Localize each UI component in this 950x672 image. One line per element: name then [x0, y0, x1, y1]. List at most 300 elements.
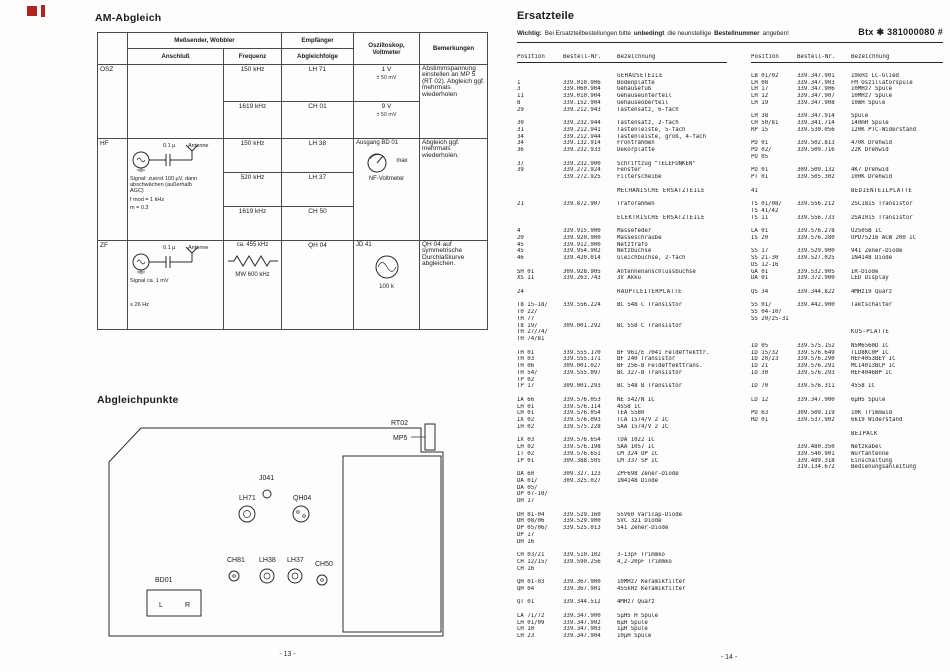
part-description: 455kHz Keramikfilter	[617, 585, 686, 592]
part-description	[851, 154, 943, 161]
parts-section-header	[517, 215, 727, 222]
part-description: BC 548 B Transistor	[617, 383, 683, 390]
parts-row	[517, 437, 727, 444]
hf-frequency-2: 520 kHz	[224, 173, 282, 207]
parts-row	[751, 410, 943, 417]
part-position: TP 02	[517, 376, 535, 383]
part-position: 24	[517, 288, 524, 295]
part-description: BF 240 Transistor	[617, 356, 676, 363]
part-order-number	[563, 215, 617, 222]
part-order-number: 339.575.228	[563, 423, 601, 430]
part-position: ID 30	[751, 369, 769, 376]
part-order-number: 339.576.114	[563, 403, 601, 410]
parts-gap	[751, 221, 943, 228]
part-order-number: 339.442.900	[797, 302, 835, 309]
horizontal-rule	[517, 42, 943, 43]
page-title-ersatzteile: Ersatzteile	[517, 10, 575, 22]
part-description: Frontrahmen	[617, 140, 655, 147]
part-order-number: 339.010.906	[563, 79, 601, 86]
part-position: LH 01/09	[517, 619, 545, 626]
parts-row	[751, 458, 943, 465]
part-position: DH 17	[517, 498, 535, 504]
row-label-osz: OSZ	[98, 65, 128, 139]
part-order-number: 339.576.198	[563, 444, 601, 450]
parts-row	[517, 363, 727, 370]
parts-row	[517, 201, 727, 208]
parts-row	[751, 208, 943, 215]
part-description: BC 558 C Transistor	[617, 322, 683, 329]
part-position: 11	[517, 93, 524, 99]
part-description: S41 Zener-Diode	[617, 525, 669, 531]
part-description: Tastenleiste, 5-fach	[617, 126, 686, 133]
part-position: IT 02	[517, 450, 535, 457]
part-order-number: 339.576.280	[797, 234, 835, 241]
part-position: LH 02	[517, 444, 535, 450]
part-description	[617, 566, 727, 573]
parts-row	[517, 458, 727, 465]
voltage-tolerance: ± 50 mV	[376, 75, 397, 81]
part-description: 120K PTC-Widerstand	[851, 126, 917, 133]
parts-gap	[517, 194, 727, 201]
part-order-number: 339.576.093	[563, 417, 601, 423]
parts-row	[517, 518, 727, 525]
manual-page-13	[85, 6, 490, 666]
part-description: IR-Diode	[851, 268, 879, 275]
parts-row	[517, 127, 727, 134]
part-description: Netzkabel	[851, 444, 882, 450]
part-description: SAA 1574/V 2 IC	[617, 423, 669, 430]
part-description: Tastensatz, 6-fach	[617, 106, 679, 113]
part-order-number	[797, 188, 851, 195]
part-position: 37	[517, 160, 524, 167]
parts-gap	[751, 161, 943, 168]
oscilloscope-icon	[372, 253, 402, 281]
part-position: 39	[517, 167, 524, 174]
part-position: T8 15-18/	[517, 302, 548, 309]
parts-row	[751, 383, 943, 390]
header-order-number: Bestell-Nr.	[797, 54, 836, 60]
part-order-number: 339.367.901	[563, 585, 601, 592]
parts-gap	[517, 464, 727, 471]
table-corner-cell	[98, 33, 128, 65]
parts-gap	[517, 606, 727, 613]
parts-row	[751, 269, 943, 276]
parts-gap	[517, 572, 727, 579]
zf-connection-cell	[128, 241, 224, 330]
manual-page-14	[512, 6, 946, 666]
part-description: 2SA1015 Transistor	[851, 214, 913, 221]
hf-frequency-1: 150 kHz	[224, 139, 282, 173]
part-description	[617, 377, 727, 384]
part-position: DA 60	[517, 471, 535, 477]
part-position: IX 02	[517, 417, 535, 423]
part-order-number: 339.510.102	[563, 552, 601, 558]
part-position	[751, 451, 797, 458]
part-order-number: 339.212.944	[563, 133, 601, 140]
part-order-number: 339.232.933	[563, 147, 601, 153]
hf-target-2: LH 37	[282, 173, 354, 207]
part-position: 31	[517, 126, 524, 133]
part-order-number: 339.212.941	[563, 126, 601, 133]
part-position	[751, 431, 797, 438]
row-label-zf: ZF	[98, 241, 128, 330]
part-position: DH 16	[517, 538, 535, 545]
part-position: LH 08	[751, 79, 769, 86]
part-description: MC14013BCP IC	[851, 363, 896, 369]
part-position: LH 19	[751, 99, 769, 106]
part-description: TCA 1574/V 2 IC	[617, 417, 669, 423]
part-description: 941 Zener-Diode	[851, 248, 903, 255]
parts-gap	[751, 194, 943, 201]
part-order-number: 339.576.311	[797, 383, 835, 390]
part-position: 46	[517, 255, 524, 261]
parts-row	[517, 120, 727, 127]
part-position	[517, 73, 563, 80]
part-order-number: 339.529.900	[797, 248, 835, 255]
part-order-number: 339.576.290	[797, 356, 835, 363]
parts-row	[751, 235, 943, 242]
part-description: Schriftzug "TELEFUNKEN"	[617, 160, 696, 167]
lh71-coil	[239, 506, 255, 522]
parts-gap	[517, 593, 727, 600]
parts-header	[517, 54, 727, 63]
parts-row	[751, 228, 943, 235]
part-order-number	[563, 316, 617, 323]
part-description: 4K7 Drehwid	[851, 167, 889, 174]
part-position: TS 41/42	[751, 207, 779, 214]
column-header-remarks: Bemerkungen	[420, 33, 488, 65]
part-position: LH 10	[517, 626, 535, 633]
part-order-number	[797, 329, 851, 336]
parts-row	[751, 350, 943, 357]
parts-row	[517, 242, 727, 249]
part-order-number: 339.367.900	[563, 579, 601, 585]
part-position: DS 12-16	[751, 261, 779, 268]
parts-row	[517, 228, 727, 235]
part-position: CH 50/81	[751, 120, 779, 126]
voltmeter-icon	[365, 150, 393, 174]
part-position: 29	[517, 106, 524, 113]
parts-row	[517, 532, 727, 539]
part-position: ID 05	[751, 342, 769, 349]
part-position	[517, 188, 563, 195]
part-order-number: 339.272.924	[563, 167, 601, 174]
ch50-label: CH50	[315, 561, 333, 568]
part-position: 21	[517, 201, 524, 207]
part-description: Fenster	[617, 167, 641, 174]
part-description: 4MHz19 Quarz	[851, 288, 893, 295]
part-order-number: 339.272.925	[563, 174, 601, 180]
part-order-number	[563, 309, 617, 316]
part-order-number: 339.420.014	[563, 255, 601, 261]
parts-row	[517, 140, 727, 147]
part-description: BEIPACK	[851, 430, 878, 437]
parts-row	[517, 356, 727, 363]
part-position: LH 38	[751, 113, 769, 120]
part-position	[751, 329, 797, 336]
part-position: TH 01	[517, 349, 535, 356]
part-order-number	[563, 539, 617, 546]
part-description: Gehäusefuß	[617, 86, 652, 93]
parts-row	[751, 147, 943, 154]
zf-frequency-2: MW 600 kHz	[235, 271, 270, 278]
bd01-l-label: L	[159, 602, 163, 609]
load-label: 100 k	[379, 283, 394, 290]
parts-row	[517, 100, 727, 107]
part-description: 3V Akku	[617, 275, 641, 282]
part-order-number: 339.060.904	[563, 86, 601, 93]
parts-row	[517, 451, 727, 458]
parts-gap	[751, 134, 943, 141]
part-position: T0 22/	[517, 309, 538, 315]
part-description: KOS-PLATTE	[851, 329, 890, 336]
nf-voltmeter-label: NF-Voltmeter	[368, 175, 405, 182]
hf-frequency-3: 1619 kHz	[224, 207, 282, 241]
part-order-number: 339.555.170	[563, 349, 601, 356]
part-description: 4558 IC	[617, 403, 641, 410]
part-description: 10MHz7 Keramikfilter	[617, 579, 686, 585]
part-position: PT 01	[751, 174, 769, 180]
parts-row	[517, 471, 727, 478]
rt02-trimmer	[425, 424, 435, 450]
part-order-number: 309.388.505	[563, 457, 601, 464]
part-position: DA 01/	[517, 477, 538, 484]
parts-gap	[517, 390, 727, 397]
part-description: Spule	[851, 113, 869, 120]
part-position: 34	[517, 133, 524, 140]
ch81-trimmer	[229, 571, 239, 581]
parts-row	[751, 464, 943, 471]
part-position: DP 05/06/	[517, 525, 548, 531]
parts-gap	[751, 424, 943, 431]
voltage-value: 9 V	[381, 103, 392, 110]
part-description: LM 337 SP IC	[617, 457, 659, 464]
part-position: CH 12/15/	[517, 558, 548, 565]
part-position: IA 66	[517, 396, 535, 403]
osz-voltage-1	[354, 65, 420, 102]
part-description: Netzbuchse	[617, 248, 652, 255]
qh04-label: QH04	[293, 495, 312, 502]
part-order-number: 339.347.907	[797, 93, 835, 99]
zf-target: QH 04	[282, 241, 354, 330]
parts-gap	[517, 113, 727, 120]
part-order-number	[563, 188, 617, 195]
part-position: PD 01	[751, 140, 769, 147]
zf-scope-cell	[354, 241, 420, 330]
page-number-13: - 13 -	[279, 651, 296, 658]
qh04-filter	[293, 506, 309, 522]
part-order-number: 339.555.171	[563, 356, 601, 363]
part-order-number: 339.212.943	[563, 106, 601, 113]
part-description: 10MHz7 Spule	[851, 86, 893, 93]
parts-row	[751, 113, 943, 120]
part-description: 5µH5 H Spule	[617, 612, 659, 619]
part-order-number: 339.575.152	[797, 342, 835, 349]
part-position: SS 21-30	[751, 255, 779, 261]
parts-gap	[517, 431, 727, 438]
part-position: LA 71/72	[517, 612, 545, 619]
part-description: HEF4046BP IC	[851, 369, 893, 376]
part-description: Gehäuseoberteil	[617, 99, 669, 106]
part-order-number: 339.540.901	[797, 450, 835, 457]
part-order-number	[563, 289, 617, 296]
part-position: SS 20/25-31	[751, 315, 789, 322]
voltage-value: 1 V	[381, 66, 392, 73]
parts-row	[751, 370, 943, 377]
part-description: 4MHz7 Quarz	[617, 599, 655, 606]
parts-row	[517, 107, 727, 114]
column-header-receiver: Empfänger	[282, 33, 354, 49]
part-description: FM Oszillatorspule	[851, 79, 913, 86]
part-position: 45	[517, 248, 524, 255]
part-position: LH 23	[517, 633, 535, 639]
svg-text:0.1 µ: 0.1 µ	[163, 245, 176, 251]
part-description: TEA 5580	[617, 410, 645, 417]
parts-row	[517, 316, 727, 323]
parts-row	[751, 397, 943, 404]
part-description: N5M6560D IC	[851, 342, 889, 349]
part-order-number: 339.912.900	[563, 241, 601, 248]
part-description: TDA 1022 IC	[617, 437, 655, 444]
parts-row	[517, 424, 727, 431]
part-order-number: 339.527.025	[797, 255, 835, 261]
part-order-number: 339.347.914	[797, 113, 835, 120]
print-registration-mark	[41, 5, 45, 17]
parts-row	[517, 512, 727, 519]
part-description: GEHÄUSETEILE	[617, 72, 663, 79]
part-description: NE 542/N IC	[617, 396, 655, 403]
header-description: Bezeichnung	[851, 54, 890, 60]
part-position: DP 17	[517, 531, 535, 538]
parts-row	[517, 383, 727, 390]
parts-row	[517, 586, 727, 593]
part-position	[517, 215, 563, 222]
part-position	[751, 444, 797, 451]
hf-fmod-note: f mod = 1 kHz	[130, 196, 165, 203]
part-order-number: 339.232.944	[563, 120, 601, 126]
part-description: 10K Trimmwid	[851, 410, 893, 417]
parts-row	[517, 134, 727, 141]
hf-remark: Abgleich ggf. mehrmals wiederholen.	[420, 139, 488, 241]
part-description: Massefeder	[617, 228, 652, 234]
part-order-number: 339.341.714	[797, 120, 835, 126]
part-order-number: 339.347.901	[797, 72, 835, 79]
parts-section-header	[751, 431, 943, 438]
parts-row	[517, 539, 727, 546]
voltage-tolerance: ± 50 mV	[376, 112, 397, 118]
part-position: GA 01	[751, 268, 769, 275]
max-label: max	[396, 157, 408, 164]
parts-gap	[517, 221, 727, 228]
part-position: PO 05	[751, 153, 769, 160]
jd41-label: JD 41	[356, 242, 372, 248]
part-order-number	[797, 309, 851, 316]
shield-area	[343, 456, 441, 632]
parts-gap	[517, 343, 727, 350]
parts-row	[751, 255, 943, 262]
notice-bold: unbedingt	[633, 30, 665, 37]
part-order-number: 339.347.904	[563, 633, 601, 639]
bd01-connector	[147, 590, 201, 616]
part-position: PD 01	[751, 167, 769, 174]
hf-output-label: Ausgang BD 01	[356, 140, 399, 146]
abgleichpunkte-diagram	[95, 414, 455, 646]
parts-gap	[517, 154, 727, 161]
parts-row	[517, 302, 727, 309]
hf-connection-cell	[128, 139, 224, 241]
part-position: DA 05/	[517, 484, 538, 491]
part-description: Antennenanschlussbuchse	[617, 268, 696, 275]
part-order-number: 339.530.056	[797, 126, 835, 133]
part-order-number: 339.920.900	[563, 234, 601, 241]
part-order-number: 339.347.903	[563, 626, 601, 633]
hf-m-note: m = 0.3	[130, 204, 149, 211]
part-description: Tastensatz, 2-fach	[617, 120, 679, 126]
parts-section-header	[751, 188, 943, 195]
part-description: 3-13pF Trimmko	[617, 552, 665, 558]
parts-row	[517, 620, 727, 627]
parts-gap	[517, 208, 727, 215]
part-position: QH 01-03	[517, 579, 545, 585]
j041-point	[263, 490, 271, 498]
part-description: 6k19 Widerstand	[851, 417, 903, 423]
part-description: ZPF698 Zener-Diode	[617, 471, 679, 477]
part-description: HEF4053BEY IC	[851, 356, 896, 363]
parts-row	[517, 336, 727, 343]
parts-row	[517, 559, 727, 566]
part-order-number	[563, 73, 617, 80]
osz-target-1: LH 71	[282, 65, 354, 102]
svg-text:Antenne: Antenne	[188, 245, 209, 251]
part-order-number: 309.001.292	[563, 322, 601, 329]
parts-row	[751, 451, 943, 458]
part-description: Filterscheibe	[617, 174, 662, 180]
part-position	[517, 174, 563, 181]
parts-row	[517, 309, 727, 316]
part-description: 4558 IC	[851, 383, 875, 390]
parts-row	[517, 255, 727, 262]
svg-text:0.1 µ: 0.1 µ	[163, 143, 176, 149]
parts-row	[751, 120, 943, 127]
parts-row	[751, 174, 943, 181]
part-position: IS 20	[751, 234, 769, 241]
ch50-trimmer	[317, 575, 327, 585]
header-order-number: Bestell-Nr.	[563, 54, 602, 60]
part-description: BC 327-B Transistor	[617, 369, 683, 376]
part-order-number: 339.556.212	[797, 201, 835, 207]
page-title-am-abgleich: AM-Abgleich	[95, 12, 162, 24]
part-order-number	[563, 329, 617, 336]
am-abgleich-table	[97, 32, 488, 330]
part-description: ELEKTRISCHE ERSATZTEILE	[617, 214, 705, 221]
part-position: PD 02/	[751, 147, 772, 153]
part-order-number: 339.344.822	[797, 288, 835, 295]
part-position: LH 12	[751, 93, 769, 99]
part-description: Dekorplatte	[617, 147, 655, 153]
part-description: 100K Drehwid	[851, 174, 893, 180]
part-position: LB 01/02	[751, 72, 779, 79]
part-order-number: 339.347.908	[797, 99, 835, 106]
part-order-number: 339.347.903	[797, 79, 835, 86]
parts-row	[751, 262, 943, 269]
part-order-number: 319.134.672	[797, 464, 835, 471]
j041-label: J041	[259, 475, 275, 482]
osz-remark: Abstimmspannung einstellen an MP 5 (RT 02). Abgleich ggf. mehrmals wiederholen	[420, 65, 488, 139]
part-position: CH 16	[517, 565, 535, 572]
resistor-filter-icon	[228, 254, 278, 268]
parts-gap	[751, 390, 943, 397]
parts-row	[517, 323, 727, 330]
